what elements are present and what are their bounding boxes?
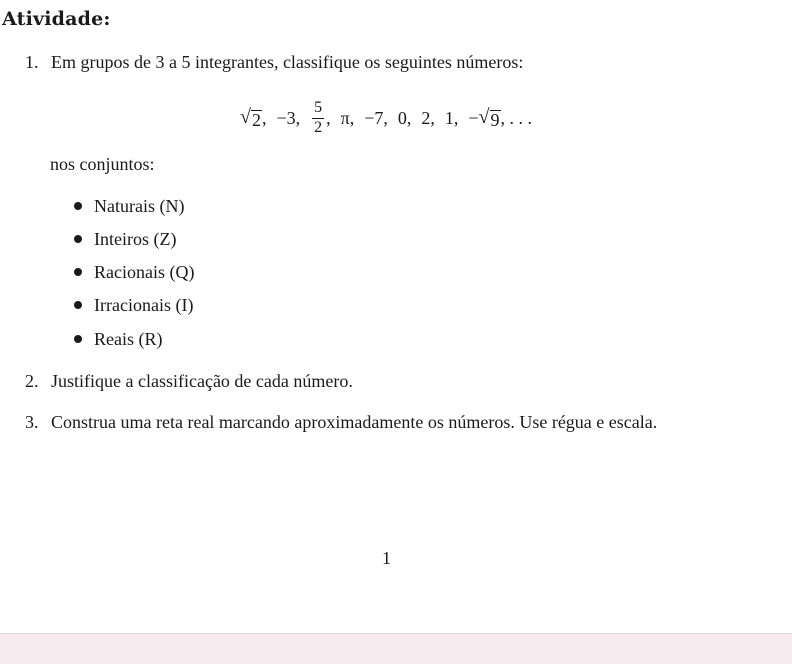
fraction-five-halves: $\frac{5}{2}$ [314, 99, 323, 136]
item-2 [25, 371, 353, 392]
sqrt-nine: √ 9 [478, 105, 500, 130]
set-item: Naturais (N) [74, 196, 184, 217]
item-text: Justifique a classificação de cada número. [51, 371, 353, 391]
item-number: 2. [25, 371, 39, 391]
ellipsis: , . . . [500, 107, 533, 128]
term-pi: π, [340, 107, 355, 128]
sqrt-two: √ 2 [240, 105, 261, 130]
item-number: 1. [25, 52, 39, 72]
term-neg-seven: −7, [364, 107, 388, 128]
item-3 [25, 412, 657, 433]
page-number: 1 [382, 548, 391, 568]
term-one: 1, [444, 107, 459, 128]
term-two: 2, [421, 107, 435, 128]
term-zero: 0, [397, 107, 412, 128]
item-1 [25, 52, 523, 73]
set-item: Inteiros (Z) [74, 229, 176, 250]
set-item: Racionais (Q) [74, 262, 194, 283]
item-text: Em grupos de 3 a 5 integrantes, classifique os seguintes números: [51, 52, 524, 72]
activity-heading: Atividade: [2, 8, 111, 30]
term-neg-sign: − [468, 107, 479, 128]
item-text: Construa uma reta real marcando aproximadamente os números. Use régua e escala. [51, 412, 658, 432]
number-list: √ 2 , −3, $\frac{5}{2}$ , π, −7, 0, 2, 1, − √ 9 , . . . [240, 99, 533, 136]
item-number: 3. [25, 412, 39, 432]
set-item: Irracionais (I) [74, 295, 193, 316]
sets-intro: nos conjuntos: [50, 154, 155, 174]
term-neg-three: −3, [276, 107, 301, 128]
viewer-bottom-band [0, 633, 792, 664]
set-item: Reais (R) [74, 329, 162, 350]
